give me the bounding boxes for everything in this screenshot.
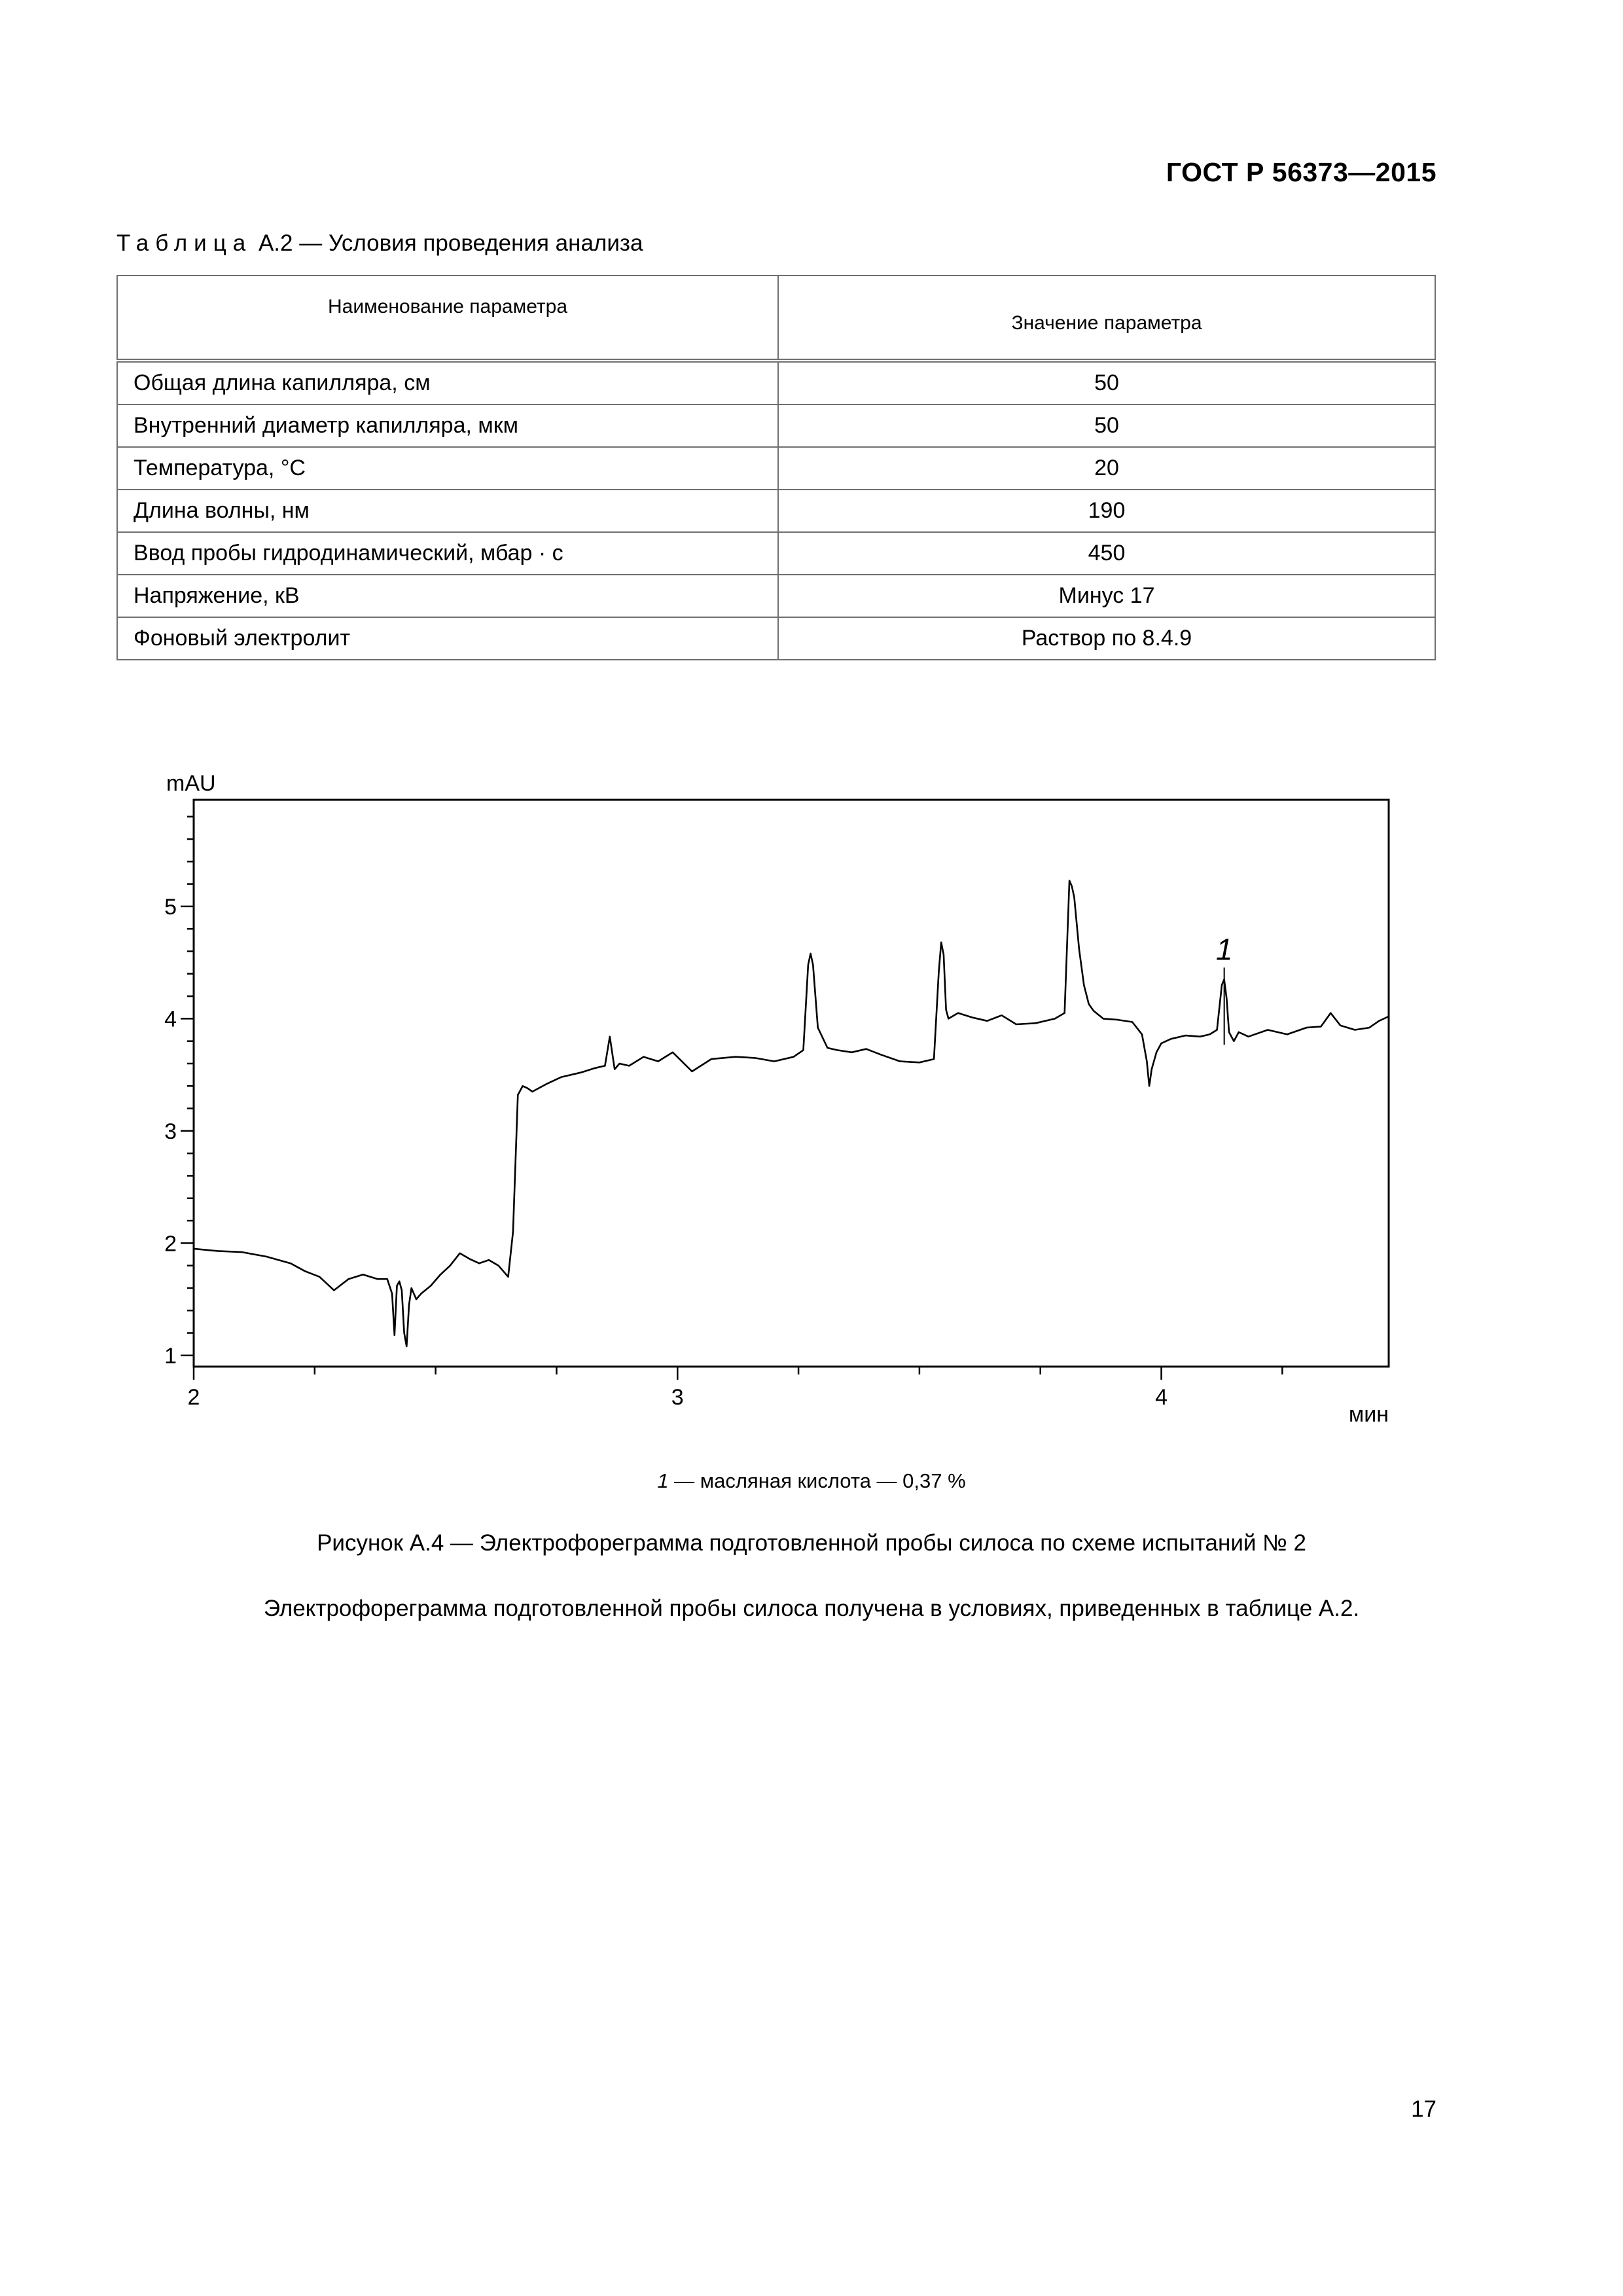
parameter-name: Ввод пробы гидродинамический, мбар · с — [117, 532, 778, 575]
table-header-row — [117, 276, 1435, 361]
parameter-name: Температура, °С — [117, 447, 778, 490]
parameter-value: 50 — [778, 361, 1435, 404]
parameter-name: Общая длина капилляра, см — [117, 361, 778, 404]
figure-legend — [0, 1469, 1623, 1493]
y-axis-title: mAU — [166, 771, 216, 796]
y-tick-label: 3 — [164, 1119, 177, 1144]
x-tick-label: 4 — [1155, 1385, 1168, 1410]
x-axis-title: мин — [1348, 1402, 1389, 1427]
analysis-conditions-table — [116, 275, 1436, 660]
parameter-value: 450 — [778, 532, 1435, 575]
legend-text: — масляная кислота — 0,37 % — [668, 1469, 966, 1492]
plot-frame — [194, 800, 1389, 1367]
y-tick-label: 2 — [164, 1231, 177, 1257]
parameter-name: Внутренний диаметр капилляра, мкм — [117, 404, 778, 447]
table-row — [117, 361, 1435, 404]
series-line — [194, 881, 1389, 1347]
parameter-name: Напряжение, кВ — [117, 575, 778, 617]
parameter-value: Раствор по 8.4.9 — [778, 617, 1435, 660]
peak-annotation-label: 1 — [1215, 932, 1233, 967]
table-row — [117, 447, 1435, 490]
column-header-value: Значение параметра — [778, 276, 1435, 361]
x-tick-label: 2 — [187, 1385, 200, 1410]
y-tick-label: 5 — [164, 894, 177, 920]
x-tick-label: 3 — [671, 1385, 684, 1410]
table-row — [117, 490, 1435, 532]
parameter-value: 50 — [778, 404, 1435, 447]
parameter-value: 190 — [778, 490, 1435, 532]
parameter-value: 20 — [778, 447, 1435, 490]
page-number: 17 — [1411, 2096, 1436, 2122]
legend-number: 1 — [657, 1469, 669, 1492]
table-row — [117, 532, 1435, 575]
y-axis — [164, 817, 194, 1369]
y-tick-label: 4 — [164, 1007, 177, 1032]
body-paragraph: Электрофореграмма подготовленной пробы силоса получена в условиях, приведенных в таблице А.2. — [263, 1596, 1360, 1621]
column-header-parameter: Наименование параметра — [117, 276, 778, 361]
table-title — [116, 230, 643, 257]
figure-caption: Рисунок А.4 — Электрофореграмма подготовленной пробы силоса по схеме испытаний № 2 — [317, 1530, 1306, 1556]
table-title-prefix: Таблица — [116, 230, 253, 256]
table-row — [117, 404, 1435, 447]
document-standard-number: ГОСТ Р 56373—2015 — [1166, 157, 1436, 187]
x-axis — [188, 1367, 1283, 1410]
parameter-name: Фоновый электролит — [117, 617, 778, 660]
table-title-text: А.2 — Условия проведения анализа — [252, 230, 643, 256]
table-row — [117, 617, 1435, 660]
y-tick-label: 1 — [164, 1343, 177, 1369]
table-row — [117, 575, 1435, 617]
parameter-value: Минус 17 — [778, 575, 1435, 617]
parameter-name: Длина волны, нм — [117, 490, 778, 532]
